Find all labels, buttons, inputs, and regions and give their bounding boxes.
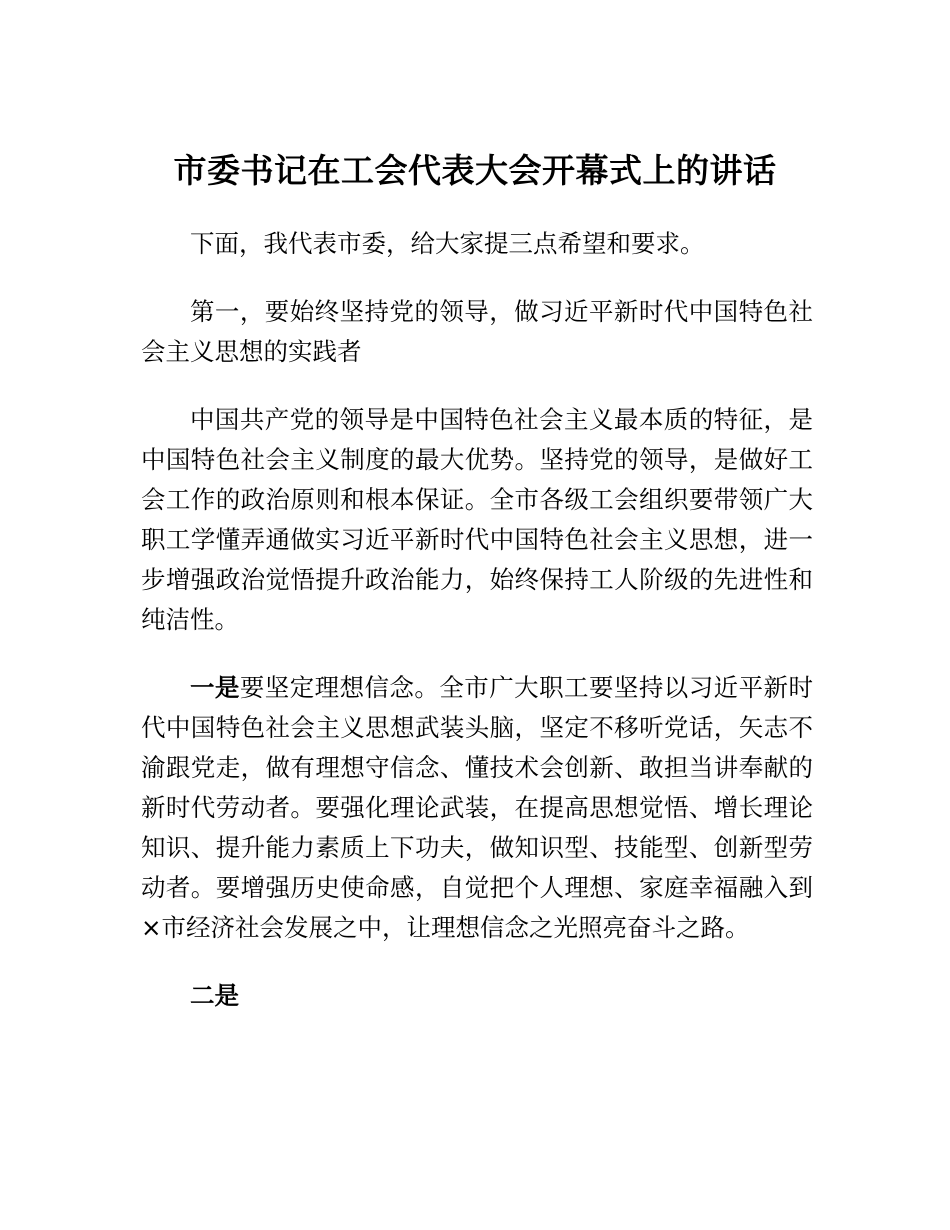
paragraph-text: 要坚定理想信念。全市广大职工要坚持以习近平新时代中国特色社会主义思想武装头脑，坚定不移听党话，矢志不渝跟党走，做有理想守信念、懂技术会创新、敢担当讲奉献的新时代劳动者。要强化理论武装，在提高思想觉悟、增长理论知识、提升能力素质上下功夫，做知识型、技能型、创新型劳动者。要增强历史使命感，自觉把个人理想、家庭幸福融入到×市经济社会发展之中，让理想信念之光照亮奋斗之路。 <box>141 673 813 942</box>
paragraph-text: 第一，要始终坚持党的领导，做习近平新时代中国特色社会主义思想的实践者 <box>141 297 813 366</box>
paragraph-text: 下面，我代表市委，给大家提三点希望和要求。 <box>190 229 705 258</box>
paragraph-heading-first <box>141 292 813 372</box>
paragraph-intro <box>141 224 813 264</box>
paragraph-lead: 二是 <box>190 981 239 1010</box>
paragraph-point-two <box>141 976 813 1016</box>
paragraph-point-one <box>141 668 813 948</box>
document-body <box>141 224 813 1044</box>
paragraph-lead: 一是 <box>190 673 240 702</box>
paragraph-party-leadership <box>141 400 813 640</box>
paragraph-text: 中国共产党的领导是中国特色社会主义最本质的特征，是中国特色社会主义制度的最大优势。坚持党的领导，是做好工会工作的政治原则和根本保证。全市各级工会组织要带领广大职工学懂弄通做实习近平新时代中国特色社会主义思想，进一步增强政治觉悟提升政治能力，始终保持工人阶级的先进性和纯洁性。 <box>141 405 813 634</box>
document-title: 市委书记在工会代表大会开幕式上的讲话 <box>173 151 777 190</box>
